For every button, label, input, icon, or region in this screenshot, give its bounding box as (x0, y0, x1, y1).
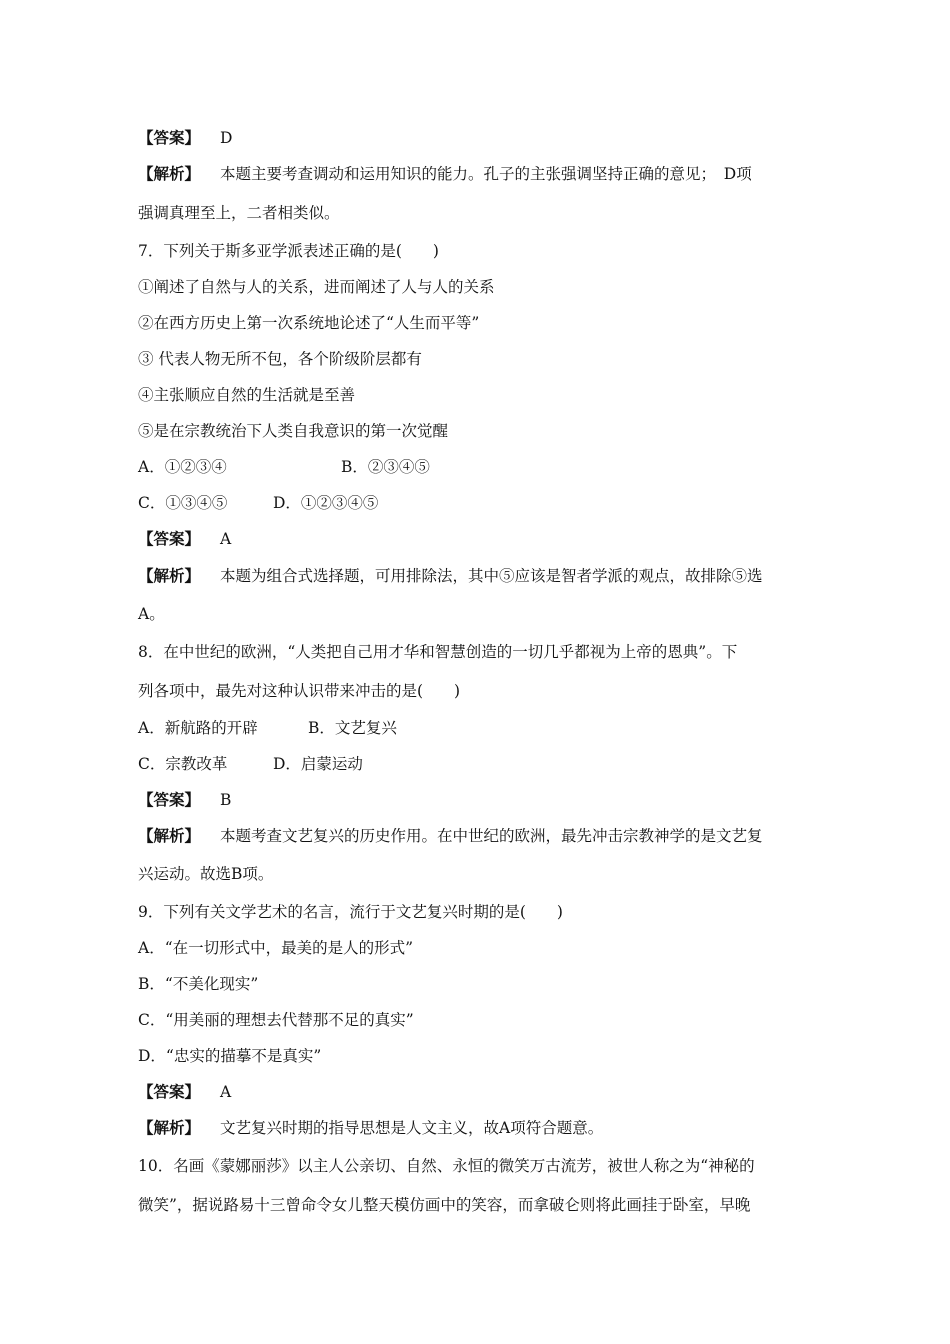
q9-option-c: C．“用美丽的理想去代替那不足的真实” (138, 1011, 414, 1029)
q9-answer (138, 1082, 231, 1102)
q7-item-3: ③ 代表人物无所不包，各个阶级阶层都有 (138, 350, 422, 368)
q8-options-row2 (138, 754, 363, 774)
analysis-tag: 【解析】 (138, 1118, 201, 1137)
q7-options-row2 (138, 493, 379, 513)
analysis-tag: 【解析】 (138, 826, 201, 845)
answer-tag: 【答案】 (138, 1082, 201, 1101)
answer-value: D (220, 129, 233, 147)
answer-value: A (220, 530, 232, 548)
analysis-text: 本题考查文艺复兴的历史作用。在中世纪的欧洲，最先冲击宗教神学的是文艺复 (220, 827, 763, 845)
q9-option-b: B．“不美化现实” (138, 975, 259, 993)
analysis-tag: 【解析】 (138, 566, 201, 585)
q9-option-d: D．“忠实的描摹不是真实” (138, 1047, 322, 1065)
q9-option-a: A．“在一切形式中，最美的是人的形式” (138, 939, 414, 957)
q8-option-a: A．新航路的开辟 (138, 719, 258, 737)
q8-option-c: C．宗教改革 (138, 755, 228, 773)
analysis-text: 文艺复兴时期的指导思想是人文主义，故A项符合题意。 (220, 1119, 604, 1137)
q7-options-row1 (138, 457, 430, 477)
q8-analysis (138, 826, 763, 846)
q8-options-row1 (138, 718, 397, 738)
answer-value: B (220, 791, 232, 809)
q6-analysis-cont: 强调真理至上，二者相类似。 (138, 204, 340, 222)
answer-tag: 【答案】 (138, 790, 201, 809)
q7-option-a: A．①②③④ (138, 458, 227, 476)
analysis-text: 本题主要考查调动和运用知识的能力。孔子的主张强调坚持正确的意见； D项 (220, 165, 752, 183)
q7-stem: 7．下列关于斯多亚学派表述正确的是( ) (138, 242, 439, 260)
q10-stem: 10．名画《蒙娜丽莎》以主人公亲切、自然、永恒的微笑万古流芳，被世人称之为“神秘的 (138, 1157, 755, 1175)
q8-answer (138, 790, 231, 810)
q7-item-1: ①阐述了自然与人的关系，进而阐述了人与人的关系 (138, 278, 495, 296)
answer-tag: 【答案】 (138, 128, 201, 147)
q9-analysis (138, 1118, 603, 1138)
q7-item-5: ⑤是在宗教统治下人类自我意识的第一次觉醒 (138, 422, 449, 440)
q8-option-d: D．启蒙运动 (273, 755, 363, 773)
analysis-tag: 【解析】 (138, 164, 201, 183)
q9-stem: 9．下列有关文学艺术的名言，流行于文艺复兴时期的是( ) (138, 903, 563, 921)
q6-analysis (138, 164, 752, 184)
q7-option-b: B．②③④⑤ (341, 458, 430, 476)
q8-analysis-cont: 兴运动。故选B项。 (138, 865, 274, 883)
q8-stem-cont: 列各项中，最先对这种认识带来冲击的是( ) (138, 682, 461, 700)
q8-option-b: B．文艺复兴 (308, 719, 397, 737)
q7-item-4: ④主张顺应自然的生活就是至善 (138, 386, 356, 404)
q7-option-d: D．①②③④⑤ (273, 494, 379, 512)
q7-analysis-cont: A。 (138, 605, 165, 623)
q7-option-c: C．①③④⑤ (138, 494, 228, 512)
answer-tag: 【答案】 (138, 529, 201, 548)
analysis-text: 本题为组合式选择题，可用排除法，其中⑤应该是智者学派的观点，故排除⑤选 (220, 567, 763, 585)
answer-value: A (220, 1083, 232, 1101)
q7-item-2: ②在西方历史上第一次系统地论述了“人生而平等” (138, 314, 480, 332)
q8-stem: 8．在中世纪的欧洲，“人类把自己用才华和智慧创造的一切几乎都视为上帝的恩典”。下 (138, 643, 738, 661)
q10-stem-cont: 微笑”，据说路易十三曾命令女儿整天模仿画中的笑容，而拿破仑则将此画挂于卧室，早晚 (138, 1196, 751, 1214)
q7-analysis (138, 566, 763, 586)
q6-answer (138, 128, 232, 148)
q7-answer (138, 529, 231, 549)
